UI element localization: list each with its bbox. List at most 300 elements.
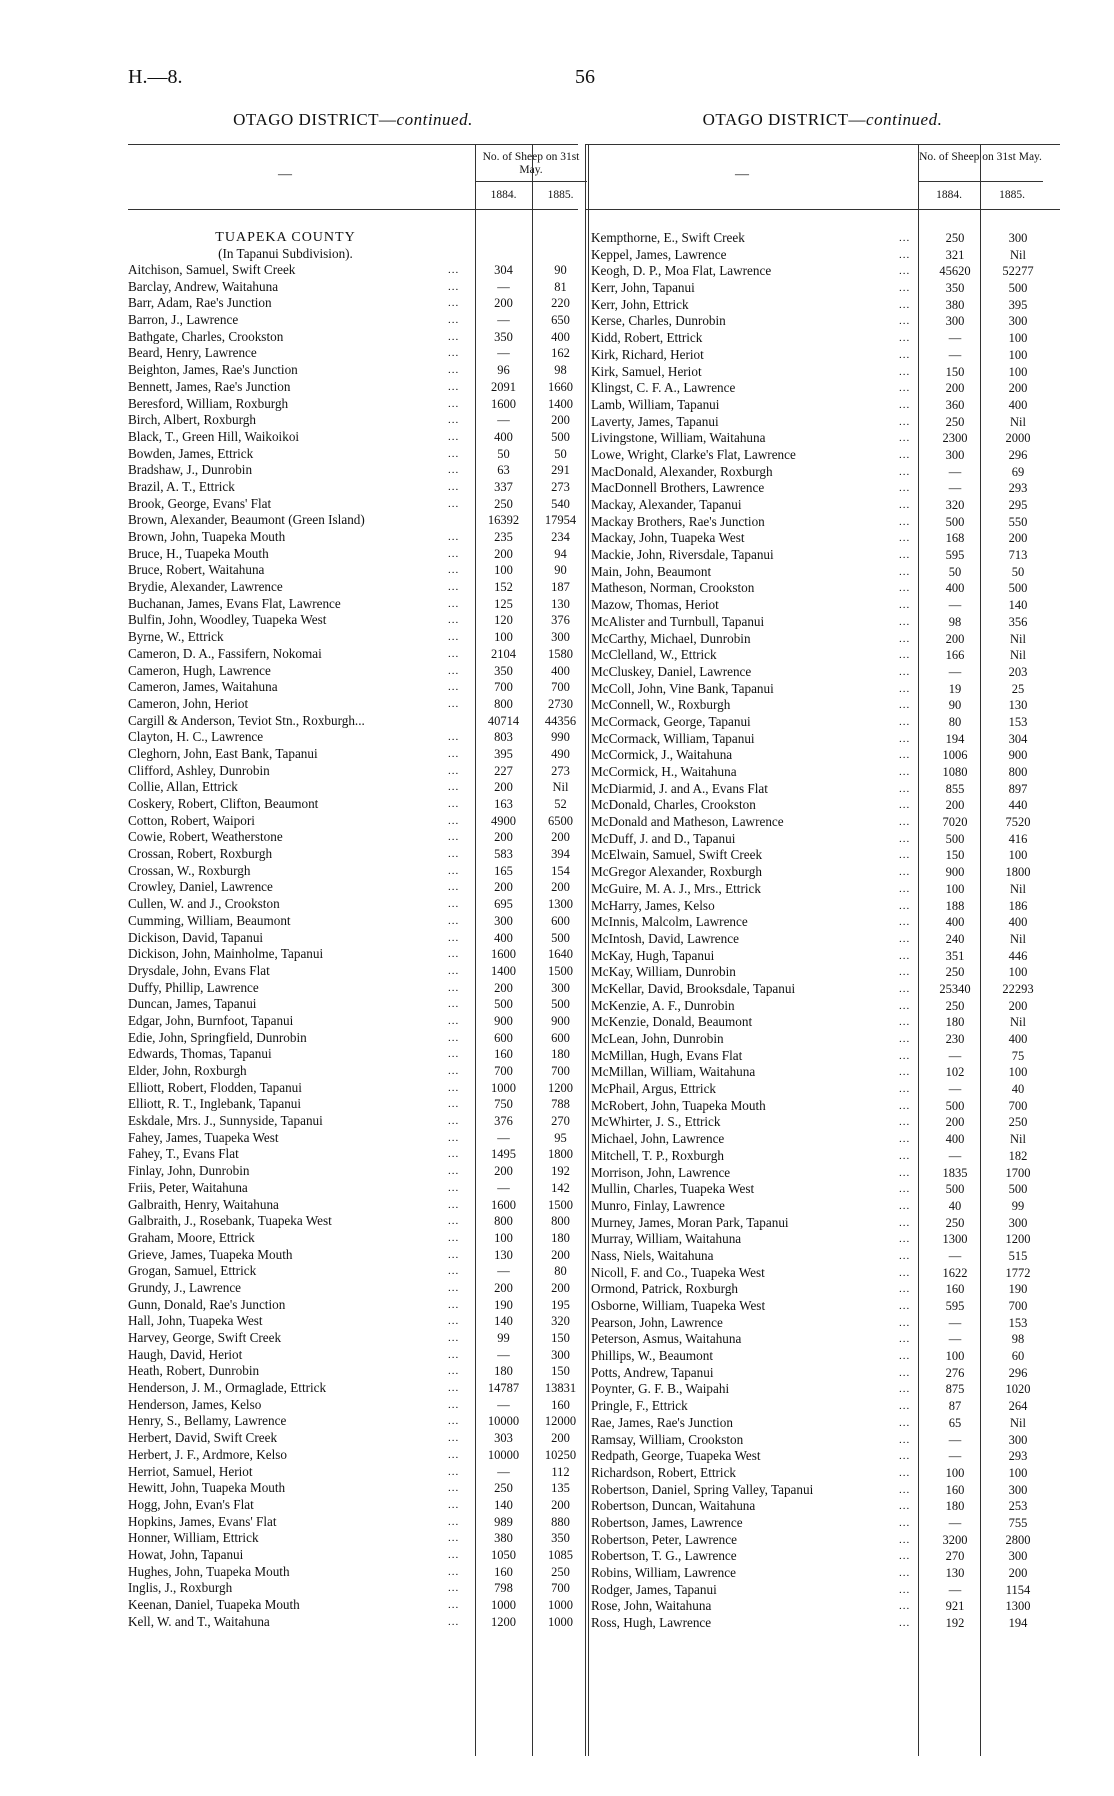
leader-dots: ... [899, 348, 911, 361]
sheep-1884: 130 [494, 1247, 513, 1262]
sheep-1884: 583 [494, 847, 513, 862]
sheep-1885: 6500 [548, 813, 573, 828]
sheep-1885: 1300 [548, 897, 573, 912]
leader-dots: ... [899, 665, 911, 678]
table-row [591, 1598, 1056, 1615]
sheep-1884: 230 [945, 1032, 965, 1046]
sheep-1885: 880 [551, 1514, 570, 1529]
sheep-1885: 150 [551, 1364, 570, 1379]
owner-name: Graham, Moore, Ettrick [128, 1229, 255, 1245]
table-row [591, 814, 1056, 831]
sheep-1884: 400 [945, 915, 965, 930]
owner-name: McConnell, W., Roxburgh [591, 697, 731, 713]
sheep-1884: — [497, 1130, 510, 1145]
sheep-1884: 1000 [491, 1080, 516, 1095]
table-row [591, 948, 1056, 965]
owner-name: Mitchell, T. P., Roxburgh [591, 1147, 724, 1163]
leader-dots: ... [899, 1383, 911, 1396]
table-row [591, 1148, 1056, 1165]
owner-name: Dickison, John, Mainholme, Tapanui [128, 946, 324, 962]
sheep-1885: 1660 [548, 379, 573, 394]
owner-name: Redpath, George, Tuapeka West [591, 1448, 761, 1464]
sheep-1885: 300 [1008, 1482, 1028, 1497]
leader-dots: ... [448, 831, 460, 844]
sheep-1885: Nil [1010, 247, 1026, 262]
left-district-title [128, 110, 578, 130]
owner-name: McDuff, J. and D., Tapanui [591, 830, 736, 846]
sheep-1885: 300 [551, 1347, 570, 1362]
sheep-1885: 1500 [548, 963, 573, 978]
owner-name: Ross, Hugh, Lawrence [591, 1615, 712, 1631]
sheep-1884: — [948, 1582, 962, 1597]
sheep-1884: — [948, 331, 962, 346]
table-row [128, 1197, 578, 1214]
table-row [591, 1315, 1056, 1332]
sheep-1884: 200 [945, 798, 965, 813]
owner-name: Beard, Henry, Lawrence [128, 345, 257, 361]
leader-dots: ... [899, 782, 911, 795]
sheep-1884: 150 [945, 848, 965, 863]
leader-dots: ... [448, 1315, 460, 1328]
table-row [591, 597, 1056, 614]
table-row [128, 1230, 578, 1247]
leader-dots: ... [448, 397, 460, 410]
table-row [591, 1398, 1056, 1415]
table-row [591, 731, 1056, 748]
sheep-1884: 921 [945, 1599, 965, 1614]
sheep-1884: 250 [945, 998, 965, 1013]
leader-dots: ... [448, 1148, 460, 1161]
owner-name: Lowe, Wright, Clarke's Flat, Lawrence [591, 446, 796, 462]
sheep-1884: 80 [948, 714, 962, 729]
sheep-1884: 1080 [942, 765, 968, 779]
owner-name: MacDonald, Alexander, Roxburgh [591, 463, 773, 479]
left-rows-body [128, 262, 578, 1630]
leader-dots: ... [448, 981, 460, 994]
table-row [591, 1265, 1056, 1282]
table-row [128, 396, 578, 413]
sheep-1885: Nil [1010, 881, 1026, 896]
sheep-1884: 250 [945, 965, 965, 980]
sheep-1885: 200 [551, 1247, 570, 1262]
sheep-1884: 240 [945, 931, 965, 946]
sheep-1885: 394 [551, 847, 570, 862]
owner-name: Crowley, Daniel, Lawrence [128, 879, 273, 895]
sheep-1885: 500 [551, 930, 570, 945]
owner-name: Lamb, William, Tapanui [591, 396, 720, 412]
owner-name: Cameron, Hugh, Lawrence [128, 662, 271, 678]
sheep-1884: 500 [494, 997, 513, 1012]
leader-dots: ... [448, 1498, 460, 1511]
leader-dots: ... [899, 465, 911, 478]
sheep-1884: 160 [494, 1047, 513, 1062]
leader-dots: ... [448, 1332, 460, 1344]
sheep-1885: 273 [551, 479, 570, 494]
leader-dots: ... [448, 1432, 460, 1445]
sheep-1884: 350 [494, 663, 513, 678]
sheep-1885: Nil [1010, 1015, 1026, 1030]
sheep-1885: 98 [554, 363, 567, 378]
owner-name: McWhirter, J. S., Ettrick [591, 1114, 721, 1130]
table-row [128, 1464, 578, 1481]
table-row [591, 1331, 1056, 1348]
right-title-continued: continued. [866, 110, 943, 129]
owner-name: Collie, Allan, Ettrick [128, 779, 238, 795]
sheep-1885: 755 [1008, 1515, 1028, 1530]
right-column [585, 0, 1060, 1796]
leader-dots: ... [448, 781, 460, 794]
sheep-1884: — [948, 481, 962, 496]
sheep-1885: 515 [1008, 1248, 1028, 1263]
owner-name: McCluskey, Daniel, Lawrence [591, 663, 752, 679]
leader-dots: ... [899, 1049, 911, 1062]
leader-dots: ... [448, 1365, 460, 1378]
owner-name: Ramsay, William, Crookston [591, 1431, 744, 1447]
leader-dots: ... [899, 1416, 911, 1429]
table-row [128, 1380, 578, 1397]
leader-dots: ... [899, 1567, 911, 1579]
sheep-1885: 180 [551, 1230, 570, 1245]
owner-name: Friis, Peter, Waitahuna [128, 1179, 248, 1195]
leader-dots: ... [448, 1115, 460, 1128]
leader-dots: ... [899, 1066, 911, 1079]
sheep-1884: 40 [948, 1198, 962, 1213]
sheep-1885: 300 [1008, 231, 1028, 245]
table-row [128, 779, 578, 796]
sheep-1884: — [948, 1248, 962, 1263]
sheep-1884: 50 [948, 564, 962, 579]
owner-name: Crossan, W., Roxburgh [128, 862, 251, 878]
owner-name: Robertson, T. G., Lawrence [591, 1548, 737, 1564]
table-row [128, 379, 578, 396]
leader-dots: ... [899, 899, 911, 912]
sheep-1885: 1500 [548, 1197, 573, 1212]
table-row [128, 262, 578, 279]
owner-name: Potts, Andrew, Tapanui [591, 1364, 714, 1380]
sheep-1884: — [948, 1315, 962, 1330]
left-header-subline [475, 181, 587, 182]
leader-dots: ... [448, 1515, 460, 1528]
sheep-1885: 60 [1011, 1349, 1025, 1364]
sheep-1885: 270 [551, 1114, 570, 1129]
owner-name: Kirk, Richard, Heriot [591, 346, 704, 362]
leader-dots: ... [899, 582, 911, 595]
sheep-1885: Nil [1010, 1415, 1026, 1430]
sheep-1885: 500 [1008, 581, 1028, 596]
sheep-1885: 1772 [1005, 1265, 1031, 1280]
leader-dots: ... [448, 631, 460, 644]
page-number: 56 [575, 66, 595, 88]
sheep-1884: 200 [494, 546, 513, 561]
sheep-1884: — [497, 1464, 510, 1479]
table-row [128, 729, 578, 746]
sheep-1884: 380 [494, 1531, 513, 1546]
sheep-1884: 200 [494, 780, 513, 795]
right-district-title [585, 110, 1060, 130]
sheep-1885: 600 [551, 913, 570, 928]
sheep-1885: 200 [551, 1431, 570, 1446]
owner-name: Rodger, James, Tapanui [591, 1581, 717, 1597]
table-row [591, 797, 1056, 814]
sheep-1884: 1495 [491, 1147, 516, 1162]
leader-dots: ... [899, 1500, 911, 1513]
sheep-1885: 1200 [548, 1080, 573, 1095]
owner-name: McCormick, H., Waitahuna [591, 764, 737, 779]
sheep-1884: 102 [945, 1065, 965, 1080]
sheep-1885: 400 [1008, 397, 1028, 412]
sheep-1884: — [497, 413, 510, 428]
owner-name: McDonald and Matheson, Lawrence [591, 814, 784, 830]
sheep-1885: 200 [1008, 998, 1028, 1013]
right-header-1884: 1884. [936, 189, 962, 201]
sheep-1885: Nil [552, 780, 569, 795]
sheep-1885: 44356 [544, 713, 577, 728]
sheep-1885: 296 [1008, 447, 1028, 462]
leader-dots: ... [448, 581, 460, 594]
sheep-1884: 303 [494, 1431, 513, 1446]
sheep-1884: 1300 [942, 1232, 968, 1247]
table-row [591, 714, 1056, 731]
sheep-1885: Nil [1010, 931, 1026, 946]
table-row [591, 1565, 1056, 1582]
leader-dots: ... [899, 1249, 911, 1262]
table-row [128, 529, 578, 546]
owner-name: Keppel, James, Lawrence [591, 246, 727, 262]
owner-name: Poynter, G. F. B., Waipahi [591, 1381, 730, 1397]
owner-name: Grogan, Samuel, Ettrick [128, 1263, 257, 1279]
sheep-1884: — [948, 1332, 962, 1347]
sheep-1885: 100 [1008, 848, 1028, 863]
table-row [591, 1098, 1056, 1115]
leader-dots: ... [899, 932, 911, 945]
sheep-1885: 300 [1008, 1549, 1028, 1564]
sheep-1884: 400 [945, 1132, 965, 1147]
leader-dots: ... [899, 415, 911, 428]
sheep-1885: 395 [1008, 297, 1028, 312]
sheep-1885: 112 [551, 1464, 570, 1479]
leader-dots: ... [448, 1532, 460, 1545]
sheep-1884: — [948, 1432, 962, 1447]
owner-name: Kell, W. and T., Waitahuna [128, 1613, 270, 1629]
table-row [591, 263, 1056, 280]
sheep-1884: 200 [494, 830, 513, 845]
table-row [128, 1063, 578, 1080]
table-row [128, 1580, 578, 1597]
sheep-1884: 160 [494, 1564, 513, 1579]
table-row [591, 898, 1056, 915]
owner-name: Edgar, John, Burnfoot, Tapanui [128, 1012, 294, 1028]
leader-dots: ... [448, 998, 460, 1011]
owner-name: Heath, Robert, Dunrobin [128, 1363, 260, 1379]
sheep-1885: Nil [1010, 648, 1026, 663]
sheep-1884: 16392 [487, 513, 520, 528]
owner-name: McDonald, Charles, Crookston [591, 797, 756, 813]
sheep-1885: 700 [551, 1581, 570, 1596]
owner-name: Edwards, Thomas, Tapanui [128, 1046, 272, 1062]
leader-dots: ... [448, 697, 460, 710]
leader-dots: ... [448, 1265, 460, 1278]
owner-name: Howat, John, Tapanui [128, 1546, 244, 1562]
sheep-1884: — [948, 347, 962, 362]
sheep-1884: 989 [494, 1514, 513, 1529]
sheep-1884: — [497, 1347, 510, 1362]
table-row [591, 1432, 1056, 1449]
table-row [128, 496, 578, 513]
sheep-1884: 350 [945, 281, 965, 296]
table-row [128, 963, 578, 980]
owner-name: Henderson, J. M., Ormaglade, Ettrick [128, 1380, 327, 1396]
leader-dots: ... [448, 1014, 460, 1027]
table-row [128, 1213, 578, 1230]
left-title-continued: continued. [396, 110, 473, 129]
sheep-1885: 187 [551, 580, 570, 595]
table-row [128, 813, 578, 830]
sheep-1885: 788 [551, 1097, 570, 1112]
sheep-1885: 153 [1008, 1315, 1028, 1330]
table-row [591, 530, 1056, 547]
owner-name: Brown, Alexander, Beaumont (Green Island) [128, 512, 365, 528]
leader-dots: ... [448, 1448, 460, 1461]
owner-name: McKellar, David, Brooksdale, Tapanui [591, 980, 796, 996]
owner-name: McRobert, John, Tuapeka Mouth [591, 1097, 766, 1113]
leader-dots: ... [448, 1031, 460, 1044]
sheep-1885: 99 [1011, 1198, 1025, 1213]
leader-dots: ... [899, 1266, 911, 1279]
owner-name: Edie, John, Springfield, Dunrobin [128, 1029, 307, 1045]
leader-dots: ... [448, 1165, 460, 1178]
table-row [128, 329, 578, 346]
leader-dots: ... [448, 1131, 460, 1144]
leader-dots: ... [899, 1600, 911, 1613]
table-row [128, 295, 578, 312]
sheep-1885: 700 [551, 680, 570, 695]
sheep-1884: 1835 [942, 1165, 968, 1180]
table-row [128, 1113, 578, 1130]
table-row [128, 1497, 578, 1514]
owner-name: Harvey, George, Swift Creek [128, 1330, 282, 1345]
sheep-1884: 160 [945, 1282, 965, 1297]
right-header-no-sheep: No. of Sheep on 31st May. [919, 151, 1042, 163]
leader-dots: ... [448, 1348, 460, 1361]
sheep-1885: 500 [551, 997, 570, 1012]
sheep-1885: 13831 [544, 1381, 577, 1396]
sheep-1885: 50 [1011, 564, 1025, 579]
leader-dots: ... [448, 798, 460, 810]
sheep-1885: 200 [551, 1280, 570, 1295]
leader-dots: ... [448, 1565, 460, 1578]
sheep-1885: 1300 [1005, 1599, 1031, 1614]
owner-name: McDiarmid, J. and A., Evans Flat [591, 780, 768, 796]
owner-name: Honner, William, Ettrick [128, 1530, 259, 1546]
table-row [128, 1080, 578, 1097]
table-row [128, 1180, 578, 1197]
table-row [128, 763, 578, 780]
sheep-1884: 200 [945, 631, 965, 646]
sheep-1885: 1640 [548, 947, 573, 962]
sheep-1885: 182 [1008, 1148, 1028, 1163]
owner-name: Bathgate, Charles, Crookston [128, 328, 284, 344]
owner-name: Kerse, Charles, Dunrobin [591, 313, 726, 329]
sheep-1885: 2800 [1005, 1532, 1031, 1547]
sheep-1885: 273 [551, 763, 570, 778]
owner-name: Herbert, David, Swift Creek [128, 1430, 278, 1446]
sheep-1884: 2091 [491, 379, 516, 394]
table-row [128, 462, 578, 479]
sheep-1884: 1600 [491, 1197, 516, 1212]
sheep-1884: 7020 [942, 815, 968, 830]
leader-dots: ... [448, 647, 460, 660]
right-title-main: OTAGO DISTRICT— [702, 110, 867, 129]
owner-name: Ormond, Patrick, Roxburgh [591, 1281, 739, 1297]
sheep-1885: 142 [551, 1180, 570, 1195]
owner-name: Buchanan, James, Evans Flat, Lawrence [128, 595, 341, 611]
table-row [591, 914, 1056, 931]
sheep-1884: — [497, 346, 510, 361]
sheep-1885: 100 [1008, 331, 1028, 346]
sheep-1885: 540 [551, 496, 570, 511]
sheep-1884: 250 [494, 1481, 513, 1496]
sheep-1884: 200 [494, 880, 513, 895]
sheep-1884: 100 [945, 1465, 965, 1480]
sheep-1885: 1085 [548, 1547, 573, 1562]
sheep-1884: 200 [494, 296, 513, 311]
table-row [128, 429, 578, 446]
sheep-1884: 1050 [491, 1547, 516, 1562]
leader-dots: ... [899, 332, 911, 345]
sheep-1884: 227 [494, 763, 513, 778]
leader-dots: ... [448, 1198, 460, 1211]
sheep-1885: 220 [551, 296, 570, 311]
table-row [591, 1348, 1056, 1365]
table-row [128, 1130, 578, 1147]
table-row [128, 679, 578, 696]
leader-dots: ... [448, 664, 460, 677]
owner-name: Henderson, James, Kelso [128, 1396, 262, 1412]
sheep-1885: 1000 [548, 1598, 573, 1612]
sheep-1885: 190 [1008, 1282, 1028, 1297]
sheep-1884: 100 [945, 881, 965, 896]
sheep-1885: 90 [554, 563, 567, 578]
table-row [128, 1530, 578, 1547]
left-header-1884: 1884. [490, 189, 517, 201]
sheep-1884: 900 [494, 1013, 513, 1028]
leader-dots: ... [899, 232, 911, 244]
owner-name: Pearson, John, Lawrence [591, 1314, 723, 1330]
sheep-1884: 200 [945, 1115, 965, 1130]
table-row [128, 796, 578, 813]
sheep-1884: 3200 [942, 1532, 968, 1547]
sheep-1884: 140 [494, 1497, 513, 1512]
sheep-1884: 90 [948, 698, 962, 713]
table-row [591, 1131, 1056, 1148]
sheep-1885: 500 [1008, 281, 1028, 296]
owner-name: Mackay Brothers, Rae's Junction [591, 513, 765, 529]
table-row [591, 1281, 1056, 1298]
table-row [128, 646, 578, 663]
sheep-1884: 1200 [491, 1614, 516, 1629]
table-row [591, 864, 1056, 881]
right-header-dash: — [735, 167, 749, 182]
leader-dots: ... [899, 632, 911, 645]
sheep-1885: 291 [551, 463, 570, 478]
sheep-1885: 293 [1008, 481, 1028, 496]
owner-name: Henry, S., Bellamy, Lawrence [128, 1413, 287, 1429]
owner-name: McGregor Alexander, Roxburgh [591, 864, 762, 880]
table-row [591, 547, 1056, 564]
owner-name: McCarthy, Michael, Dunrobin [591, 630, 751, 646]
sheep-1885: 300 [1008, 314, 1028, 329]
sheep-1885: 1400 [548, 396, 573, 411]
